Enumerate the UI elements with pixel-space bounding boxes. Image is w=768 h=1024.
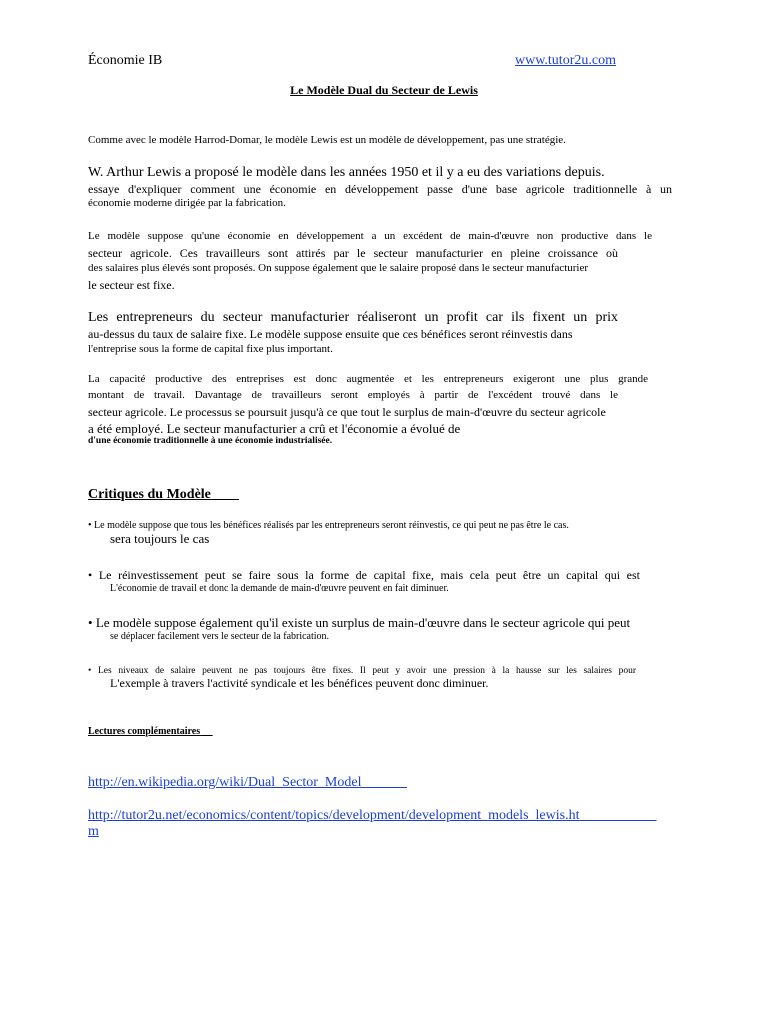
critique-bullet: • Le réinvestissement peut se faire sous la forme de capital fixe, mais cela peut être un capital qui est L'économie de travail et donc la demande de main-d'œuvre peuvent en fait diminuer. — [88, 568, 641, 594]
wikipedia-link[interactable]: http://en.wikipedia.org/wiki/Dual_Sector_Model — [88, 775, 362, 790]
tutor2u-link-continuation[interactable]: m — [88, 824, 99, 839]
bullet-icon: • — [88, 615, 93, 630]
bullet-icon: • — [88, 666, 92, 676]
paragraph-assumption: Le modèle suppose qu'une économie en développement a un excédent de main-d'œuvre non productive dans le secteur agricole. Ces travailleurs sont attirés par le secteur manufacturier en pleine croissance où des salaires plus élevés sont proposés. On suppose également que le salaire proposé dans le secteur manufacturier le secteur est fixe. — [88, 230, 652, 292]
bullet-icon: • — [88, 568, 93, 582]
further-reading-heading: Lectures complémentaires — [88, 726, 201, 737]
critiques-heading: Critiques du Modèle — [88, 487, 211, 502]
bullet-icon: • — [88, 520, 92, 531]
paragraph-entrepreneurs: Les entrepreneurs du secteur manufacturier réaliseront un profit car ils fixent un prix au-dessus du taux de salaire fixe. Le modèle suppose ensuite que ces bénéfices seront réinvestis dans l'entreprise sous la forme de capital fixe plus important. — [88, 310, 618, 355]
document-title: Le Modèle Dual du Secteur de Lewis — [290, 83, 478, 97]
critique-bullet: • Le modèle suppose que tous les bénéfices réalisés par les entrepreneurs seront réinvestis, ce qui peut ne pas être le cas. sera toujours le cas — [88, 520, 569, 546]
paragraph-intro: Comme avec le modèle Harrod-Domar, le modèle Lewis est un modèle de développement, pas une stratégie. — [88, 134, 566, 146]
critique-bullet: • Les niveaux de salaire peuvent ne pas toujours être fixes. Il peut y avoir une pression à la hausse sur les salaires pour L'exemple à travers l'activité syndicale et les bénéfices peuvent donc diminuer. — [88, 666, 636, 690]
course-label: Économie IB — [88, 53, 163, 68]
critique-bullet: • Le modèle suppose également qu'il existe un surplus de main-d'œuvre dans le secteur agricole qui peut se déplacer facilement vers le secteur de la fabrication. — [88, 615, 631, 642]
tutor2u-link[interactable]: http://tutor2u.net/economics/content/topics/development/development_models_lewis.ht — [88, 808, 580, 823]
website-link[interactable]: www.tutor2u.com — [515, 53, 616, 68]
paragraph-capacity: La capacité productive des entreprises est donc augmentée et les entrepreneurs exigeront une plus grande montant de travail. Davantage de travailleurs seront employés à partir de l'excédent trouvé dans le secteur agricole. Le processus se poursuit jusqu'à ce que tout le surplus de main-d'œuvre du secteur agricole a été employé. Le secteur manufacturier a crû et l'économie a évolué de d'une économie traditionnelle à une économie industrialisée. — [88, 373, 648, 446]
paragraph-lewis: W. Arthur Lewis a proposé le modèle dans les années 1950 et il y a eu des variations depuis. essaye d'expliquer comment une économie en développement passe d'une base agricole traditionnelle à un économie moderne dirigée par la fabrication. — [88, 165, 672, 209]
